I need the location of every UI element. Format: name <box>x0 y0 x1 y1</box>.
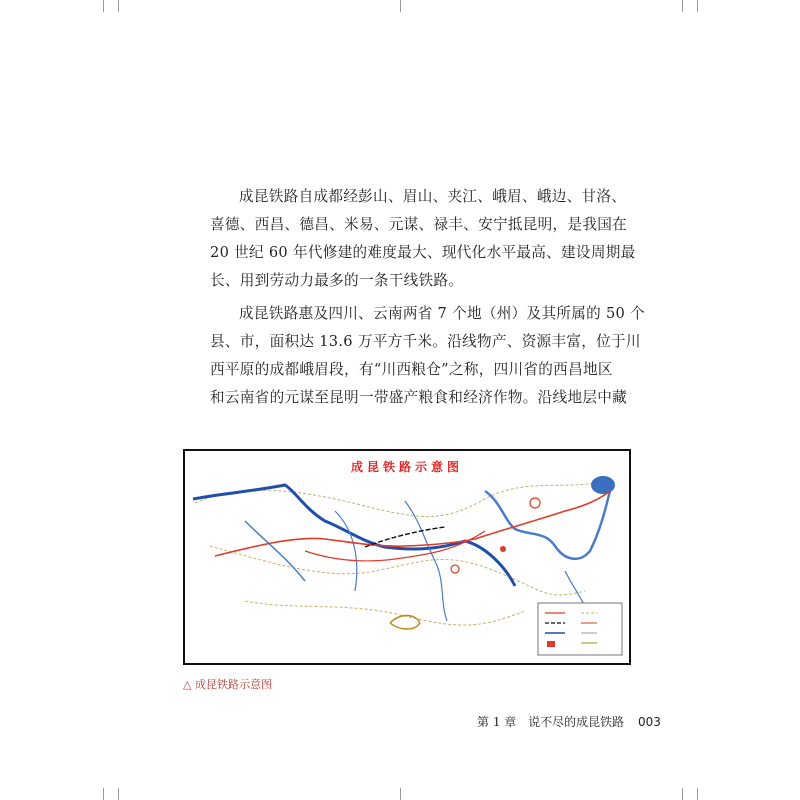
crop-mark <box>400 788 401 800</box>
province-border <box>195 481 605 516</box>
map-symbol <box>500 546 506 552</box>
crop-mark <box>697 0 698 12</box>
railway-line <box>215 491 610 556</box>
figure-caption: △ 成昆铁路示意图 <box>183 678 272 691</box>
crop-mark <box>400 0 401 12</box>
lake <box>591 476 615 494</box>
running-footer <box>477 713 669 730</box>
map-title: 成昆铁路示意图 <box>350 460 464 474</box>
body-paragraph-2 <box>210 300 645 412</box>
text-line: 喜德、西昌、德昌、米易、元谋、禄丰、安宁抵昆明，是我国在 <box>210 216 628 233</box>
railway-map-illustration <box>185 451 629 663</box>
crop-mark <box>697 788 698 800</box>
crop-mark <box>118 0 119 12</box>
body-paragraph-1 <box>210 183 636 295</box>
crop-mark <box>118 788 119 800</box>
province-border <box>210 546 585 595</box>
page-number: 003 <box>637 715 661 729</box>
crop-mark <box>682 0 683 12</box>
text-line: 20 世纪 60 年代修建的难度最大、现代化水平最高、建设周期最 <box>210 244 636 261</box>
river <box>193 485 515 586</box>
map-symbol <box>451 565 459 573</box>
river <box>245 521 305 581</box>
chapter-label: 第 1 章 <box>477 715 517 729</box>
text-line: 长、用到劳动力最多的一条干线铁路。 <box>210 272 464 289</box>
crop-mark <box>103 0 104 12</box>
text-line: 西平原的成都峨眉段，有“川西粮仓”之称，四川省的西昌地区 <box>210 361 613 378</box>
crop-mark <box>103 788 104 800</box>
map-legend <box>538 603 622 655</box>
chapter-title: 说不尽的成昆铁路 <box>528 715 625 729</box>
text-line: 成昆铁路自成都经彭山、眉山、夹江、峨眉、峨边、甘洛、 <box>239 188 627 205</box>
crop-mark <box>682 788 683 800</box>
text-line: 县、市，面积达 13.6 万平方千米。沿线物产、资源丰富，位于川 <box>210 333 641 350</box>
railway-map-figure <box>183 449 631 665</box>
river <box>335 511 357 591</box>
text-line: 成昆铁路惠及四川、云南两省 7 个地（州）及其所属的 50 个 <box>239 305 645 322</box>
province-border <box>245 601 525 625</box>
map-ornament <box>390 616 420 630</box>
legend-mark <box>547 641 555 647</box>
map-symbol <box>530 498 540 508</box>
text-line: 和云南省的元谋至昆明一带盛产粮食和经济作物。沿线地层中藏 <box>210 389 628 406</box>
